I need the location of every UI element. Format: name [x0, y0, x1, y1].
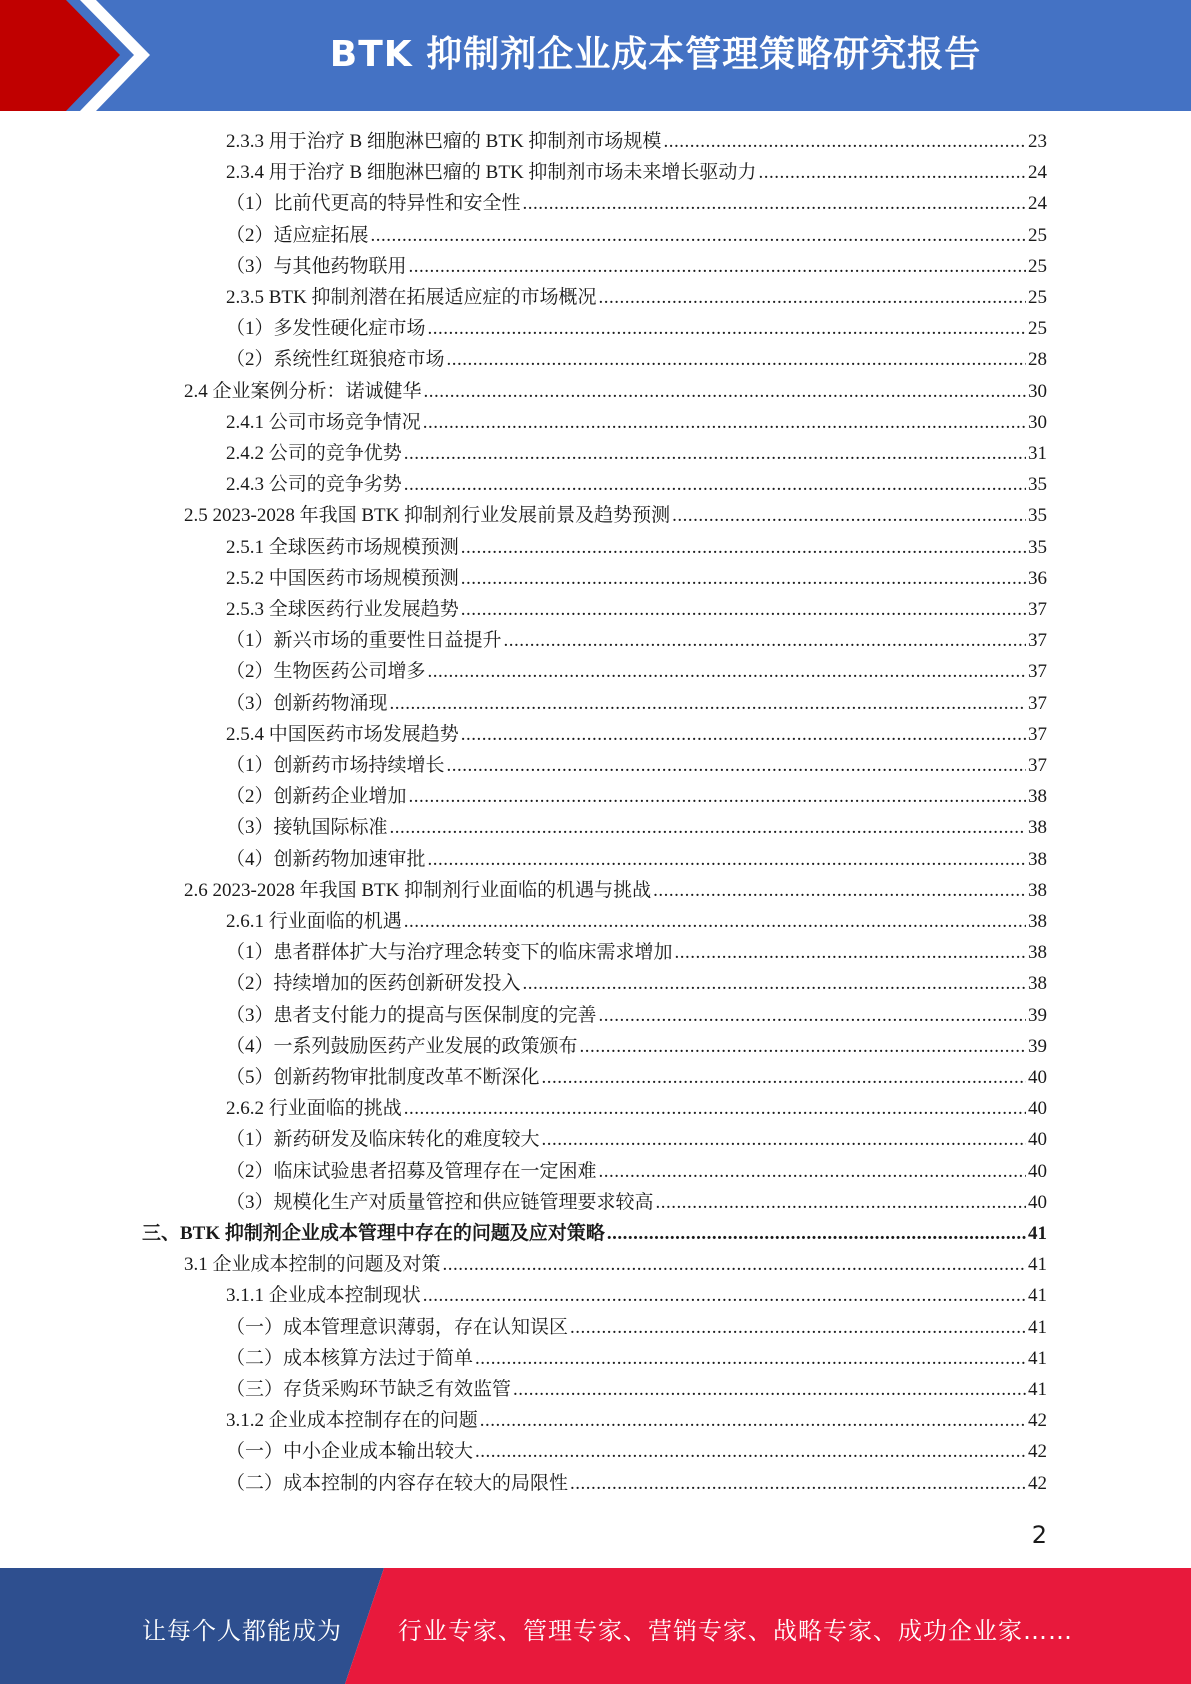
toc-leader-dots — [523, 193, 1026, 215]
toc-entry-page: 38 — [1028, 942, 1047, 963]
toc-leader-dots — [504, 630, 1026, 652]
toc-entry-title: （2）临床试验患者招募及管理存在一定困难 — [226, 1161, 597, 1182]
toc-entry[interactable] — [226, 1124, 1047, 1155]
toc-entry[interactable] — [226, 656, 1047, 687]
toc-entry[interactable] — [226, 438, 1047, 469]
toc-leader-dots — [570, 1317, 1026, 1339]
toc-entry[interactable] — [226, 1031, 1047, 1062]
toc-entry[interactable] — [226, 1280, 1047, 1311]
toc-leader-dots — [371, 225, 1026, 247]
toc-leader-dots — [443, 1254, 1026, 1276]
toc-entry-title: （1）患者群体扩大与治疗理念转变下的临床需求增加 — [226, 942, 673, 963]
toc-entry-title: （3）规模化生产对质量管控和供应链管理要求较高 — [226, 1192, 654, 1213]
toc-entry[interactable] — [226, 532, 1047, 563]
toc-leader-dots — [475, 1348, 1026, 1370]
toc-entry-title: （2）持续增加的医药创新研发投入 — [226, 973, 521, 994]
toc-entry[interactable] — [226, 313, 1047, 344]
toc-entry-title: （4）创新药物加速审批 — [226, 849, 426, 870]
toc-entry[interactable] — [226, 251, 1047, 282]
toc-entry[interactable] — [226, 968, 1047, 999]
toc-entry-page: 37 — [1028, 630, 1047, 651]
toc-entry-title: （4）一系列鼓励医药产业发展的政策颁布 — [226, 1036, 578, 1057]
toc-entry-page: 41 — [1028, 1223, 1047, 1244]
toc-entry-title: 2.4.1 公司市场竞争情况 — [226, 412, 421, 433]
toc-entry[interactable] — [226, 220, 1047, 251]
toc-entry-page: 40 — [1028, 1192, 1047, 1213]
toc-entry-page: 23 — [1028, 131, 1047, 152]
footer-slogan-right: 行业专家、管理专家、营销专家、战略专家、成功企业家…… — [398, 1617, 1073, 1645]
toc-leader-dots — [461, 568, 1026, 590]
toc-entry-title: 3.1.1 企业成本控制现状 — [226, 1285, 421, 1306]
toc-entry-page: 38 — [1028, 973, 1047, 994]
toc-entry-title: 3.1 企业成本控制的问题及对策 — [184, 1254, 441, 1275]
toc-entry-title: 2.6.1 行业面临的机遇 — [226, 911, 402, 932]
toc-entry-page: 25 — [1028, 287, 1047, 308]
toc-entry[interactable] — [226, 188, 1047, 219]
toc-leader-dots — [447, 755, 1026, 777]
toc-entry-page: 41 — [1028, 1379, 1047, 1400]
toc-entry-title: 3.1.2 企业成本控制存在的问题 — [226, 1410, 478, 1431]
page-header — [0, 0, 1191, 111]
toc-entry-title: 2.5.4 中国医药市场发展趋势 — [226, 724, 459, 745]
toc-leader-dots — [580, 1036, 1026, 1058]
toc-entry[interactable] — [226, 282, 1047, 313]
toc-entry[interactable] — [226, 344, 1047, 375]
toc-leader-dots — [404, 911, 1026, 933]
toc-entry[interactable] — [226, 812, 1047, 843]
toc-entry-page: 28 — [1028, 349, 1047, 370]
toc-entry-title: 2.6 2023-2028 年我国 BTK 抑制剂行业面临的机遇与挑战 — [184, 880, 652, 901]
toc-entry[interactable] — [226, 563, 1047, 594]
toc-entry[interactable] — [226, 906, 1047, 937]
toc-entry-page: 38 — [1028, 849, 1047, 870]
toc-leader-dots — [542, 1129, 1026, 1151]
toc-entry-page: 42 — [1028, 1473, 1047, 1494]
toc-entry-page: 41 — [1028, 1348, 1047, 1369]
toc-entry[interactable] — [226, 750, 1047, 781]
toc-entry[interactable] — [226, 1000, 1047, 1031]
toc-entry-title: 2.3.3 用于治疗 B 细胞淋巴瘤的 BTK 抑制剂市场规模 — [226, 131, 662, 152]
toc-entry[interactable] — [226, 781, 1047, 812]
toc-leader-dots — [404, 474, 1026, 496]
toc-entry-title: 2.5.1 全球医药市场规模预测 — [226, 537, 459, 558]
toc-entry-title: （一）中小企业成本输出较大 — [226, 1441, 474, 1462]
toc-entry-title: （2）创新药企业增加 — [226, 786, 407, 807]
toc-entry-page: 38 — [1028, 880, 1047, 901]
toc-leader-dots — [475, 1441, 1026, 1463]
page-number: 2 — [1031, 1521, 1047, 1549]
toc-leader-dots — [570, 1473, 1026, 1495]
toc-leader-dots — [428, 849, 1026, 871]
toc-entry-page: 41 — [1028, 1285, 1047, 1306]
toc-entry-title: 2.4.3 公司的竞争劣势 — [226, 474, 402, 495]
toc-entry-title: （3）患者支付能力的提高与医保制度的完善 — [226, 1005, 597, 1026]
toc-entry[interactable] — [226, 625, 1047, 656]
toc-leader-dots — [423, 412, 1026, 434]
toc-entry-title: （3）创新药物涌现 — [226, 693, 388, 714]
toc-leader-dots — [663, 131, 1026, 153]
toc-entry[interactable] — [226, 407, 1047, 438]
toc-leader-dots — [599, 287, 1026, 309]
toc-entry-page: 37 — [1028, 724, 1047, 745]
toc-entry-page: 41 — [1028, 1317, 1047, 1338]
toc-entry-title: （1）新兴市场的重要性日益提升 — [226, 630, 502, 651]
toc-entry[interactable] — [226, 1062, 1047, 1093]
toc-leader-dots — [675, 942, 1026, 964]
toc-entry[interactable] — [226, 1093, 1047, 1124]
toc-leader-dots — [428, 661, 1026, 683]
toc-leader-dots — [390, 693, 1026, 715]
toc-leader-dots — [480, 1410, 1026, 1432]
toc-leader-dots — [523, 973, 1026, 995]
toc-entry[interactable] — [226, 157, 1047, 188]
toc-entry[interactable] — [226, 1405, 1047, 1436]
toc-entry-title: （三）存货采购环节缺乏有效监管 — [226, 1379, 512, 1400]
toc-entry-title: （二）成本核算方法过于简单 — [226, 1348, 474, 1369]
toc-leader-dots — [461, 599, 1026, 621]
toc-entry-page: 35 — [1028, 474, 1047, 495]
toc-entry-page: 40 — [1028, 1161, 1047, 1182]
toc-entry-page: 42 — [1028, 1410, 1047, 1431]
toc-entry[interactable] — [142, 1218, 1047, 1249]
toc-entry-title: 2.4 企业案例分析：诺诚健华 — [184, 381, 422, 402]
toc-entry[interactable] — [226, 1312, 1047, 1343]
toc-entry[interactable] — [226, 1187, 1047, 1218]
toc-entry-page: 42 — [1028, 1441, 1047, 1462]
toc-entry[interactable] — [184, 1249, 1047, 1280]
toc-entry-title: （二）成本控制的内容存在较大的局限性 — [226, 1473, 569, 1494]
toc-leader-dots — [656, 1192, 1026, 1214]
toc-entry-title: （一）成本管理意识薄弱，存在认知误区 — [226, 1317, 569, 1338]
toc-entry-title: （3）接轨国际标准 — [226, 817, 388, 838]
toc-entry-page: 24 — [1028, 162, 1047, 183]
toc-leader-dots — [404, 443, 1026, 465]
toc-leader-dots — [542, 1067, 1026, 1089]
toc-entry[interactable] — [226, 844, 1047, 875]
toc-entry-page: 41 — [1028, 1254, 1047, 1275]
toc-leader-dots — [653, 880, 1026, 902]
toc-leader-dots — [758, 162, 1026, 184]
toc-entry-page: 38 — [1028, 786, 1047, 807]
toc-entry-page: 31 — [1028, 443, 1047, 464]
toc-leader-dots — [447, 349, 1026, 371]
toc-entry-title: （3）与其他药物联用 — [226, 256, 407, 277]
page-footer — [0, 1568, 1191, 1684]
toc-entry[interactable] — [226, 126, 1047, 157]
toc-leader-dots — [607, 1223, 1026, 1245]
toc-entry-title: （5）创新药物审批制度改革不断深化 — [226, 1067, 540, 1088]
toc-entry-page: 25 — [1028, 256, 1047, 277]
toc-entry-title: 2.5.2 中国医药市场规模预测 — [226, 568, 459, 589]
document-title: BTK 抑制剂企业成本管理策略研究报告 — [329, 34, 982, 75]
toc-entry-page: 25 — [1028, 318, 1047, 339]
toc-entry-title: （2）系统性红斑狼疮市场 — [226, 349, 445, 370]
toc-entry-title: （1）创新药市场持续增长 — [226, 755, 445, 776]
toc-entry[interactable] — [226, 1156, 1047, 1187]
toc-entry-page: 39 — [1028, 1005, 1047, 1026]
toc-entry-page: 37 — [1028, 599, 1047, 620]
toc-entry[interactable] — [184, 875, 1047, 906]
toc-entry-title: （1）新药研发及临床转化的难度较大 — [226, 1129, 540, 1150]
toc-entry-page: 24 — [1028, 193, 1047, 214]
toc-entry-page: 30 — [1028, 381, 1047, 402]
toc-entry[interactable] — [226, 594, 1047, 625]
toc-leader-dots — [423, 1285, 1026, 1307]
toc-leader-dots — [513, 1379, 1026, 1401]
toc-leader-dots — [404, 1098, 1026, 1120]
toc-entry[interactable] — [226, 1343, 1047, 1374]
toc-entry-title: （2）生物医药公司增多 — [226, 661, 426, 682]
toc-entry[interactable] — [226, 688, 1047, 719]
toc-entry-title: 2.4.2 公司的竞争优势 — [226, 443, 402, 464]
toc-leader-dots — [461, 724, 1026, 746]
toc-entry-page: 36 — [1028, 568, 1047, 589]
toc-entry-page: 25 — [1028, 225, 1047, 246]
toc-entry-title: 2.3.5 BTK 抑制剂潜在拓展适应症的市场概况 — [226, 287, 597, 308]
toc-entry[interactable] — [226, 469, 1047, 500]
toc-entry-title: （1）比前代更高的特异性和安全性 — [226, 193, 521, 214]
toc-entry-title: 2.3.4 用于治疗 B 细胞淋巴瘤的 BTK 抑制剂市场未来增长驱动力 — [226, 162, 757, 183]
toc-leader-dots — [390, 817, 1026, 839]
toc-leader-dots — [461, 537, 1026, 559]
toc-entry-page: 35 — [1028, 505, 1047, 526]
toc-entry[interactable] — [226, 1468, 1047, 1499]
toc-entry-title: 2.5 2023-2028 年我国 BTK 抑制剂行业发展前景及趋势预测 — [184, 505, 671, 526]
toc-leader-dots — [599, 1005, 1026, 1027]
toc-entry-page: 37 — [1028, 755, 1047, 776]
toc-entry-page: 37 — [1028, 693, 1047, 714]
toc-entry-page: 35 — [1028, 537, 1047, 558]
toc-entry-page: 37 — [1028, 661, 1047, 682]
footer-slogan-left: 让每个人都能成为 — [142, 1617, 342, 1645]
toc-leader-dots — [599, 1161, 1026, 1183]
toc-entry[interactable] — [184, 500, 1047, 531]
toc-entry[interactable] — [226, 1374, 1047, 1405]
toc-leader-dots — [424, 381, 1026, 403]
toc-entry-page: 40 — [1028, 1129, 1047, 1150]
toc-entry[interactable] — [226, 937, 1047, 968]
toc-entry-title: 三、BTK 抑制剂企业成本管理中存在的问题及应对策略 — [142, 1223, 605, 1244]
toc-leader-dots — [409, 256, 1026, 278]
toc-entry-title: （2）适应症拓展 — [226, 225, 369, 246]
toc-entry-title: （1）多发性硬化症市场 — [226, 318, 426, 339]
toc-entry-page: 40 — [1028, 1098, 1047, 1119]
toc-entry-page: 40 — [1028, 1067, 1047, 1088]
toc-entry[interactable] — [226, 719, 1047, 750]
toc-leader-dots — [409, 786, 1026, 808]
toc-entry-page: 38 — [1028, 817, 1047, 838]
toc-entry-page: 30 — [1028, 412, 1047, 433]
toc-leader-dots — [672, 505, 1026, 527]
toc-entry-page: 38 — [1028, 911, 1047, 932]
toc-entry-title: 2.5.3 全球医药行业发展趋势 — [226, 599, 459, 620]
toc-leader-dots — [428, 318, 1026, 340]
toc-entry[interactable] — [226, 1436, 1047, 1467]
toc-entry-page: 39 — [1028, 1036, 1047, 1057]
toc-entry-title: 2.6.2 行业面临的挑战 — [226, 1098, 402, 1119]
toc-entry[interactable] — [184, 376, 1047, 407]
